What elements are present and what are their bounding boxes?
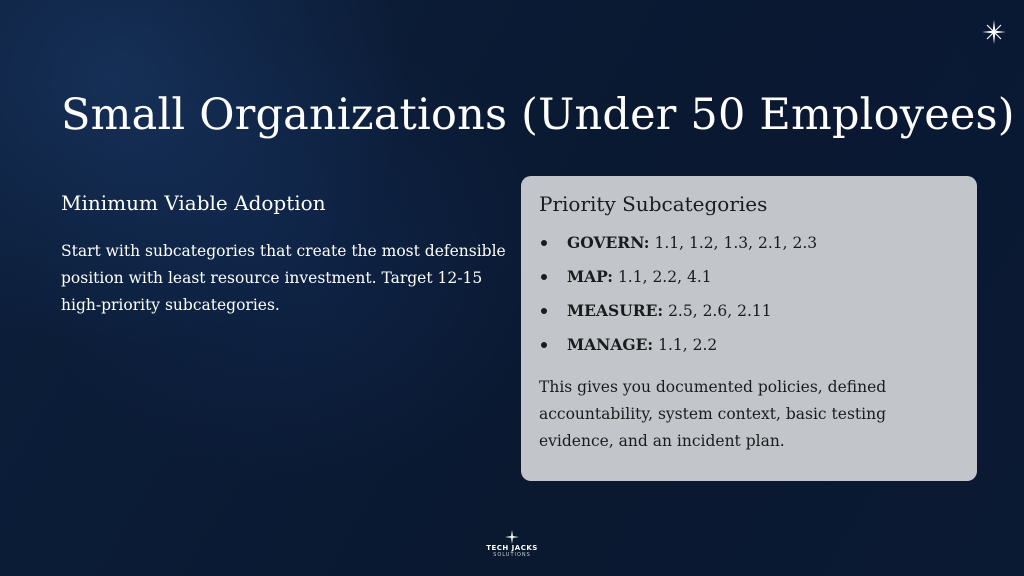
card-title: Priority Subcategories — [539, 192, 768, 216]
list-item-key: GOVERN: — [567, 233, 650, 252]
list-item-key: MEASURE: — [567, 301, 664, 320]
section-subtitle: Minimum Viable Adoption — [61, 191, 326, 215]
logo-name: TECH JACKS — [486, 544, 538, 552]
list-item-key: MAP: — [567, 267, 614, 286]
bullet-icon — [541, 342, 547, 348]
company-logo — [476, 530, 548, 558]
bullet-icon — [541, 240, 547, 246]
list-item-manage — [539, 334, 959, 368]
sparkle-star-icon — [982, 20, 1006, 44]
star-icon — [505, 530, 519, 544]
list-item-govern — [539, 232, 959, 266]
list-item-value: 1.1, 2.2 — [653, 336, 718, 354]
bullet-icon — [541, 308, 547, 314]
list-item-value: 1.1, 2.2, 4.1 — [613, 268, 712, 286]
section-body: Start with subcategories that create the most defensible position with least resource investment. Target 12-15 high-priority subcategories. — [61, 242, 506, 314]
list-item-map — [539, 266, 959, 300]
list-item-key: MANAGE: — [567, 335, 654, 354]
subcategory-list — [539, 232, 959, 368]
list-item-measure — [539, 300, 959, 334]
slide-title: Small Organizations (Under 50 Employees) — [61, 90, 1015, 140]
list-item-value: 1.1, 1.2, 1.3, 2.1, 2.3 — [649, 234, 818, 252]
list-item-value: 2.5, 2.6, 2.11 — [663, 302, 772, 320]
logo-subtitle: SOLUTIONS — [493, 552, 531, 558]
card-footer-text: This gives you documented policies, defined accountability, system context, basic testing evidence, and an incident plan. — [539, 378, 887, 450]
priority-subcategories-card — [521, 176, 977, 481]
bullet-icon — [541, 274, 547, 280]
